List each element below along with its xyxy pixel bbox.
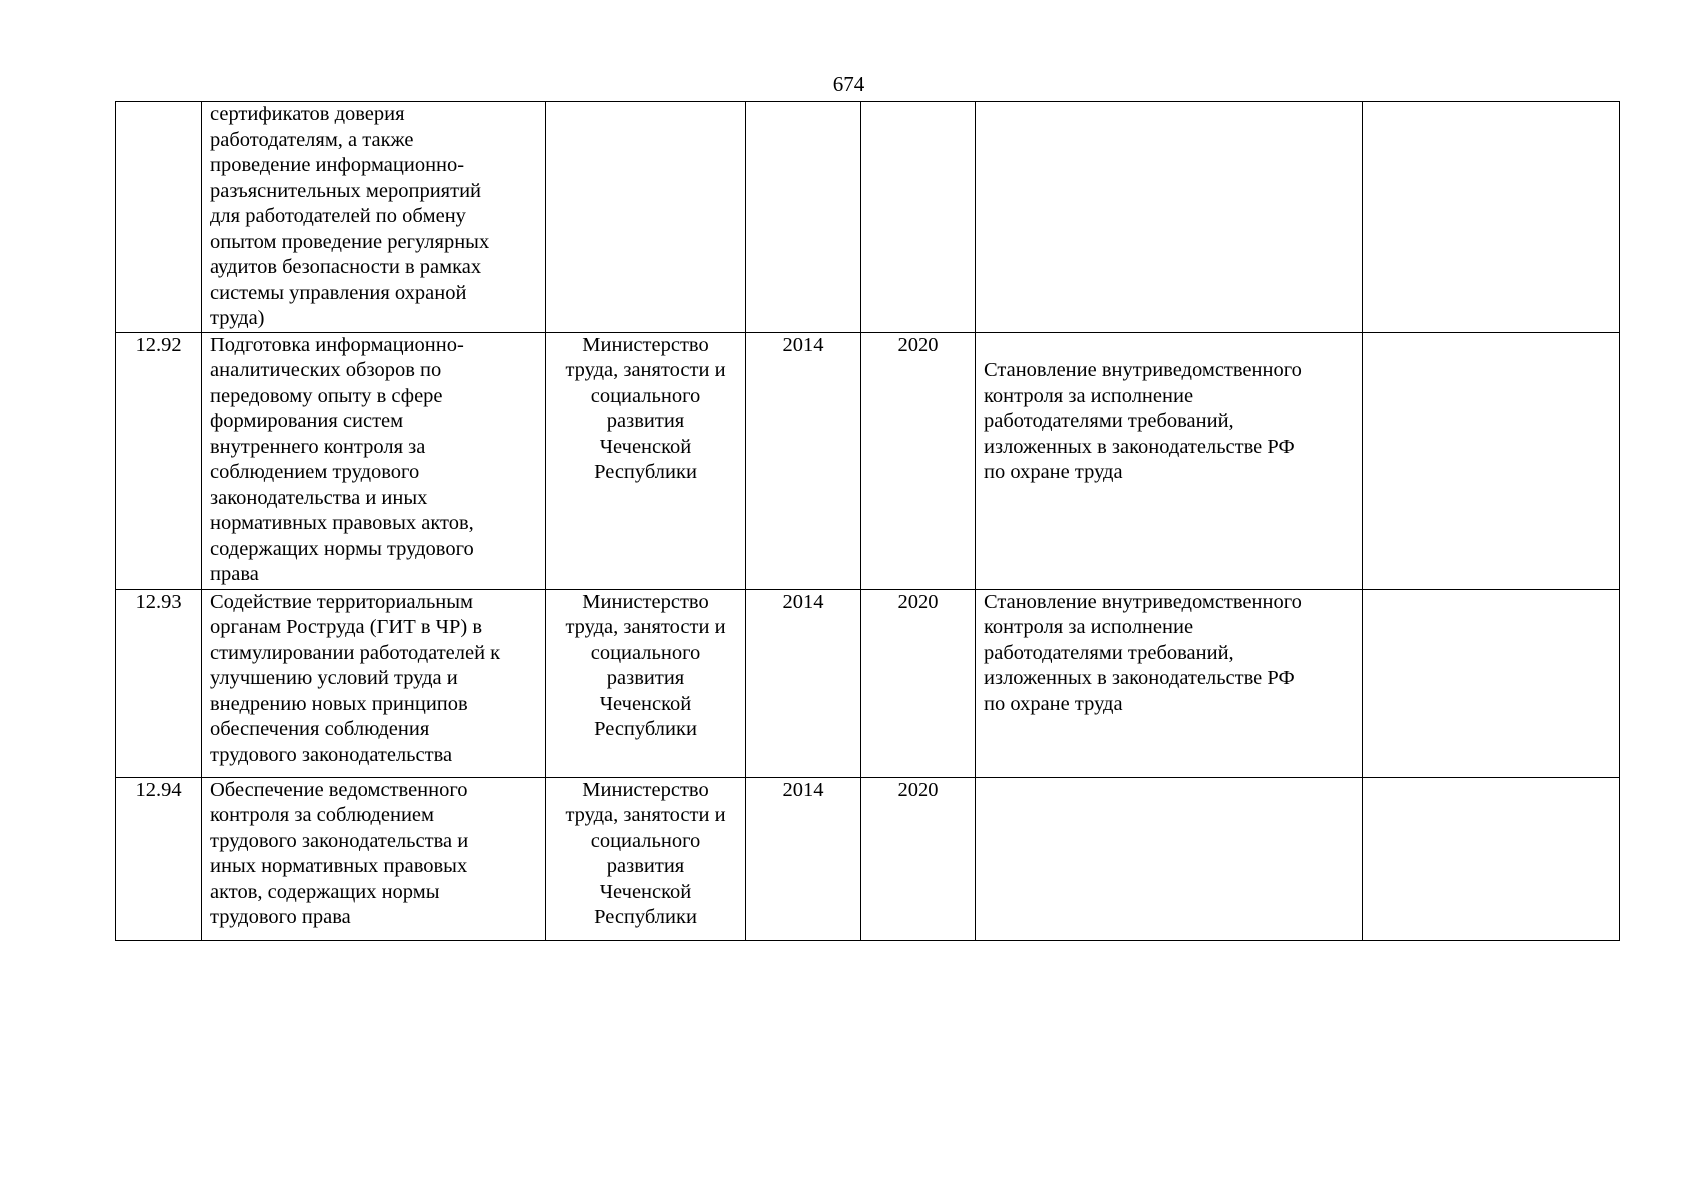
text-line: контроля за исполнение — [984, 616, 1194, 638]
note-cell — [1363, 102, 1620, 333]
text-line: обеспечения соблюдения — [210, 718, 430, 740]
text-line: Становление внутриведомственного — [984, 590, 1302, 613]
row-number-cell — [116, 102, 202, 333]
text-line: для работодателей по обмену — [210, 205, 466, 227]
end-year-cell: 2020 — [861, 777, 976, 940]
text-line: передовому опыту в сфере — [210, 384, 443, 407]
text-line: контроля за соблюдением — [210, 804, 434, 826]
page-number: 674 — [832, 72, 865, 96]
note-cell — [1363, 332, 1620, 589]
text-line: работодателям, а также — [210, 128, 414, 151]
text-line: Чеченской — [599, 435, 692, 458]
start-year-cell: 2014 — [746, 777, 861, 940]
table-row — [116, 102, 1620, 333]
executor-cell — [546, 589, 746, 777]
text-line: проведение информационно- — [210, 154, 465, 176]
text-line: Министерство — [582, 778, 709, 801]
text-line: внутреннего контроля за — [210, 435, 426, 458]
text-line: трудового законодательства и — [210, 829, 469, 852]
text-line: труда) — [210, 307, 265, 329]
text-line: Республики — [594, 718, 697, 740]
text-line: Министерство — [582, 333, 709, 356]
text-line: изложенных в законодательстве РФ — [984, 435, 1295, 458]
executor-cell — [546, 332, 746, 589]
start-year-cell: 2014 — [746, 589, 861, 777]
note-cell — [1363, 589, 1620, 777]
text-line: нормативных правовых актов, — [210, 512, 474, 534]
result-cell — [976, 589, 1363, 777]
end-year-cell — [861, 102, 976, 333]
note-cell — [1363, 777, 1620, 940]
text-line: иных нормативных правовых — [210, 855, 468, 877]
end-year-cell: 2020 — [861, 589, 976, 777]
text-line — [984, 333, 1354, 359]
text-line: Республики — [594, 906, 697, 928]
row-number-cell: 12.94 — [116, 777, 202, 940]
text-line: Чеченской — [599, 692, 692, 715]
text-line: по охране труда — [984, 692, 1123, 715]
text-line: улучшению условий труда и — [210, 667, 458, 689]
text-line: изложенных в законодательстве РФ — [984, 667, 1295, 689]
text-line: трудового права — [210, 906, 351, 928]
text-line: Обеспечение ведомственного — [210, 778, 468, 801]
row-number-cell: 12.93 — [116, 589, 202, 777]
text-line: соблюдением трудового — [210, 461, 420, 483]
start-year-cell — [746, 102, 861, 333]
text-line: формирования систем — [210, 410, 404, 432]
text-line: содержащих нормы трудового — [210, 537, 474, 560]
table-row — [116, 777, 1620, 940]
text-line: развития — [606, 410, 685, 432]
text-line: работодателями требований, — [984, 410, 1234, 432]
text-line: сертификатов доверия — [210, 103, 405, 125]
measure-name-cell — [202, 332, 546, 589]
text-line: по охране труда — [984, 461, 1123, 483]
table-row — [116, 589, 1620, 777]
start-year-cell: 2014 — [746, 332, 861, 589]
text-line: внедрению новых принципов — [210, 692, 468, 715]
text-line: социального — [590, 829, 701, 852]
text-line: труда, занятости и — [565, 359, 726, 381]
result-cell — [976, 332, 1363, 589]
result-cell — [976, 102, 1363, 333]
text-line: права — [210, 563, 259, 585]
text-line: Чеченской — [599, 880, 692, 903]
text-line: работодателями требований, — [984, 641, 1234, 664]
text-line: социального — [590, 641, 701, 664]
text-line: Министерство — [582, 590, 709, 613]
text-line: законодательства и иных — [210, 486, 428, 509]
text-line: опытом проведение регулярных — [210, 230, 490, 253]
text-line: развития — [606, 667, 685, 689]
text-line: Республики — [594, 461, 697, 483]
text-line: системы управления охраной — [210, 281, 467, 304]
measure-name-cell — [202, 589, 546, 777]
text-line: Становление внутриведомственного — [984, 359, 1302, 381]
text-line: развития — [606, 855, 685, 877]
text-line: актов, содержащих нормы — [210, 880, 440, 903]
text-line: аналитических обзоров по — [210, 359, 442, 381]
text-line: разъяснительных мероприятий — [210, 179, 482, 202]
measure-name-cell — [202, 777, 546, 940]
end-year-cell: 2020 — [861, 332, 976, 589]
text-line: аудитов безопасности в рамках — [210, 256, 482, 278]
text-line: трудового законодательства — [210, 743, 453, 766]
text-line: контроля за исполнение — [984, 384, 1194, 407]
text-line: труда, занятости и — [565, 804, 726, 826]
text-line: органам Роструда (ГИТ в ЧР) в — [210, 616, 483, 638]
row-number-cell: 12.92 — [116, 332, 202, 589]
executor-cell — [546, 777, 746, 940]
measures-table — [115, 101, 1620, 941]
result-cell — [976, 777, 1363, 940]
executor-cell — [546, 102, 746, 333]
table-row — [116, 332, 1620, 589]
text-line: Содействие территориальным — [210, 590, 474, 613]
text-line: труда, занятости и — [565, 616, 726, 638]
measure-name-cell — [202, 102, 546, 333]
text-line: социального — [590, 384, 701, 407]
text-line: стимулировании работодателей к — [210, 641, 501, 664]
text-line: Подготовка информационно- — [210, 333, 464, 356]
